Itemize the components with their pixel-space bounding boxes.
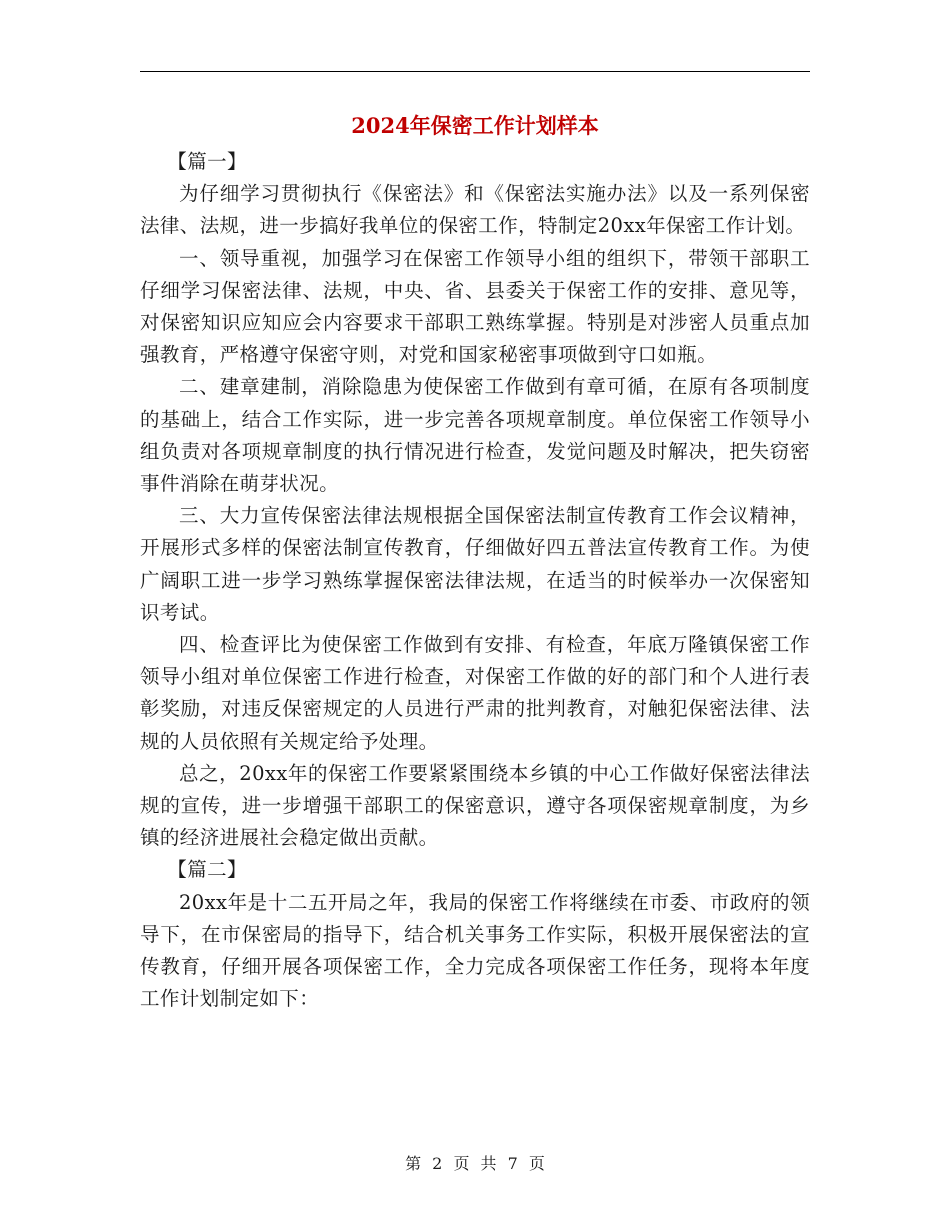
page-number: 第 2 页 共 7 页 xyxy=(405,1154,545,1173)
paragraph-summary: 总之，20xx年的保密工作要紧紧围绕本乡镇的中心工作做好保密法律法规的宣传，进一步增强干部职工的保密意识，遵守各项保密规章制度，为乡镇的经济进展社会稳定做出贡献。 xyxy=(140,761,810,850)
paragraph-item-2: 二、建章建制，消除隐患为使保密工作做到有章可循，在原有各项制度的基础上，结合工作实际，进一步完善各项规章制度。单位保密工作领导小组负责对各项规章制度的执行情况进行检查，发觉问题及时解决，把失窃密事件消除在萌芽状况。 xyxy=(140,375,810,496)
document-title: 2024年保密工作计划样本 xyxy=(351,113,599,138)
section-heading-2: 【篇二】 xyxy=(167,858,247,882)
paragraph-item-3: 三、大力宣传保密法律法规根据全国保密法制宣传教育工作会议精神，开展形式多样的保密法制宣传教育，仔细做好四五普法宣传教育工作。为使广阔职工进一步学习熟练掌握保密法律法规，在适当的时候举办一次保密知识考试。 xyxy=(140,504,810,624)
paragraph-item-4: 四、检查评比为使保密工作做到有安排、有检查，年底万隆镇保密工作领导小组对单位保密工作进行检查，对保密工作做的好的部门和个人进行表彰奖励，对违反保密规定的人员进行严肃的批判教育，对触犯保密法律、法规的人员依照有关规定给予处理。 xyxy=(140,633,810,753)
section-heading-1: 【篇一】 xyxy=(167,150,247,173)
header-rule xyxy=(140,71,810,72)
paragraph-intro: 为仔细学习贯彻执行《保密法》和《保密法实施办法》以及一系列保密法律、法规，进一步搞好我单位的保密工作，特制定20xx年保密工作计划。 xyxy=(140,182,810,238)
paragraph-item-1: 一、领导重视，加强学习在保密工作领导小组的组织下，带领干部职工仔细学习保密法律、法规，中央、省、县委关于保密工作的安排、意见等，对保密知识应知应会内容要求干部职工熟练掌握。特别是对涉密人员重点加强教育，严格遵守保密守则，对党和国家秘密事项做到守口如瓶。 xyxy=(140,246,810,367)
document-body xyxy=(140,146,810,1015)
paragraph-section2-intro: 20xx年是十二五开局之年，我局的保密工作将继续在市委、市政府的领导下，在市保密局的指导下，结合机关事务工作实际，积极开展保密法的宣传教育，仔细开展各项保密工作，全力完成各项保密工作任务，现将本年度工作计划制定如下： xyxy=(140,890,810,1011)
